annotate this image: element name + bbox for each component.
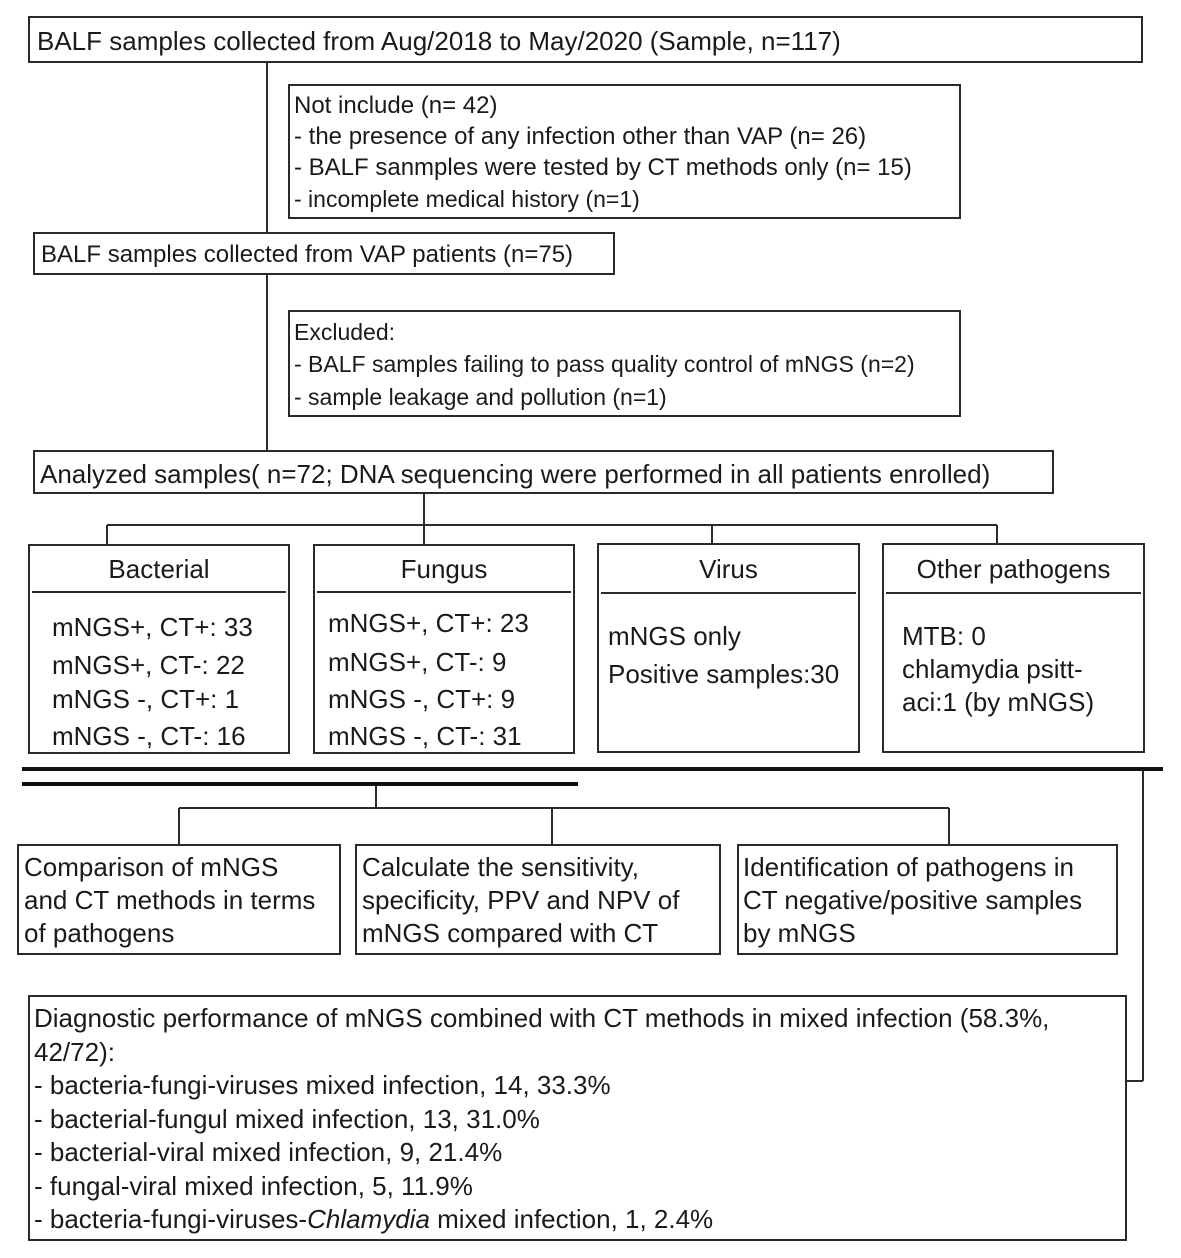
- analyzed-text: Analyzed samples( n=72; DNA sequencing were performed in all patients enrolled): [40, 459, 991, 489]
- collected-box: [28, 16, 1143, 63]
- mixed-infection-text: [34, 1002, 1049, 1237]
- calculate-line: Calculate the sensitivity,: [362, 852, 639, 882]
- not-include-box: [288, 84, 961, 219]
- mixed-item: - fungal-viral mixed infection, 5, 11.9%: [34, 1170, 473, 1201]
- virus-row: Positive samples:30: [608, 659, 840, 689]
- bacterial-box: [28, 544, 290, 754]
- calculate-text: [362, 851, 679, 950]
- comparison-line: and CT methods in terms: [24, 885, 316, 915]
- fungus-row: mNGS+, CT-: 9: [328, 647, 507, 677]
- vap-text: BALF samples collected from VAP patients (n=75): [41, 241, 574, 268]
- not-include-title: Not include (n= 42): [294, 92, 498, 119]
- not-include-item: - the presence of any infection other than VAP (n= 26): [294, 123, 867, 150]
- virus-title: Virus: [699, 554, 758, 584]
- mixed-infection-box: [28, 995, 1127, 1241]
- fungus-row: mNGS+, CT+: 23: [328, 608, 529, 638]
- other-pathogens-divider: [886, 592, 1141, 594]
- other-pathogens-box: [882, 543, 1145, 753]
- other-pathogens-row: chlamydia psitt-: [902, 654, 1083, 684]
- identification-line: Identification of pathogens in: [743, 852, 1075, 882]
- virus-divider: [601, 592, 856, 594]
- mixed-last-suffix: mixed infection, 1, 2.4%: [429, 1204, 714, 1234]
- calculate-line: specificity, PPV and NPV of: [362, 885, 680, 915]
- bacterial-row: mNGS+, CT-: 22: [52, 650, 245, 680]
- bacterial-row: mNGS -, CT-: 16: [52, 721, 246, 751]
- excluded-item: - sample leakage and pollution (n=1): [294, 384, 667, 410]
- vap-box: [33, 232, 615, 275]
- analyzed-box: [33, 450, 1054, 494]
- mixed-last-prefix: - bacteria-fungi-viruses-: [34, 1204, 308, 1234]
- calculate-line: mNGS compared with CT: [362, 918, 659, 948]
- mixed-item: - bacterial-viral mixed infection, 9, 21.4%: [34, 1137, 503, 1167]
- not-include-item: - incomplete medical history (n=1): [294, 186, 640, 212]
- not-include-item: - BALF sanmples were tested by CT methods only (n= 15): [294, 154, 912, 181]
- identification-line: CT negative/positive samples: [743, 885, 1083, 915]
- other-pathogens-row: aci:1 (by mNGS): [902, 687, 1095, 717]
- bacterial-row: mNGS -, CT+: 1: [52, 684, 240, 714]
- fungus-row: mNGS -, CT-: 31: [328, 721, 522, 751]
- fungus-box: [313, 544, 575, 754]
- fungus-row: mNGS -, CT+: 9: [328, 684, 516, 714]
- fungus-title: Fungus: [400, 554, 488, 584]
- bacterial-row: mNGS+, CT+: 33: [52, 612, 253, 642]
- excluded-title: Excluded:: [294, 319, 396, 345]
- mixed-item: - bacteria-fungi-viruses mixed infection, 14, 33.3%: [34, 1070, 611, 1100]
- identification-box: [737, 844, 1118, 955]
- mixed-item-chlamydia: [34, 1203, 1049, 1237]
- virus-row: mNGS only: [608, 621, 741, 651]
- comparison-text: [24, 851, 315, 950]
- excluded-item: - BALF samples failing to pass quality control of mNGS (n=2): [294, 351, 915, 377]
- mixed-title-line: 42/72):: [34, 1036, 115, 1067]
- mixed-title-line: Diagnostic performance of mNGS combined with CT methods in mixed infection (58.3%,: [34, 1003, 1050, 1033]
- comparison-box: [17, 844, 341, 955]
- comparison-line: Comparison of mNGS: [24, 852, 279, 882]
- mixed-last-italic: Chlamydia: [307, 1204, 430, 1234]
- collected-text: BALF samples collected from Aug/2018 to May/2020 (Sample, n=117): [37, 26, 841, 56]
- identification-line: by mNGS: [743, 918, 856, 948]
- calculate-box: [355, 844, 721, 955]
- other-pathogens-row: MTB: 0: [902, 621, 986, 651]
- bacterial-title: Bacterial: [108, 554, 210, 584]
- fungus-divider: [317, 591, 571, 593]
- identification-text: [743, 851, 1082, 950]
- mixed-item: - bacterial-fungul mixed infection, 13, 31.0%: [34, 1103, 540, 1134]
- bacterial-divider: [32, 591, 286, 593]
- virus-box: [597, 543, 860, 753]
- other-pathogens-title: Other pathogens: [916, 554, 1111, 584]
- comparison-line: of pathogens: [24, 918, 175, 948]
- excluded-box: [288, 310, 961, 417]
